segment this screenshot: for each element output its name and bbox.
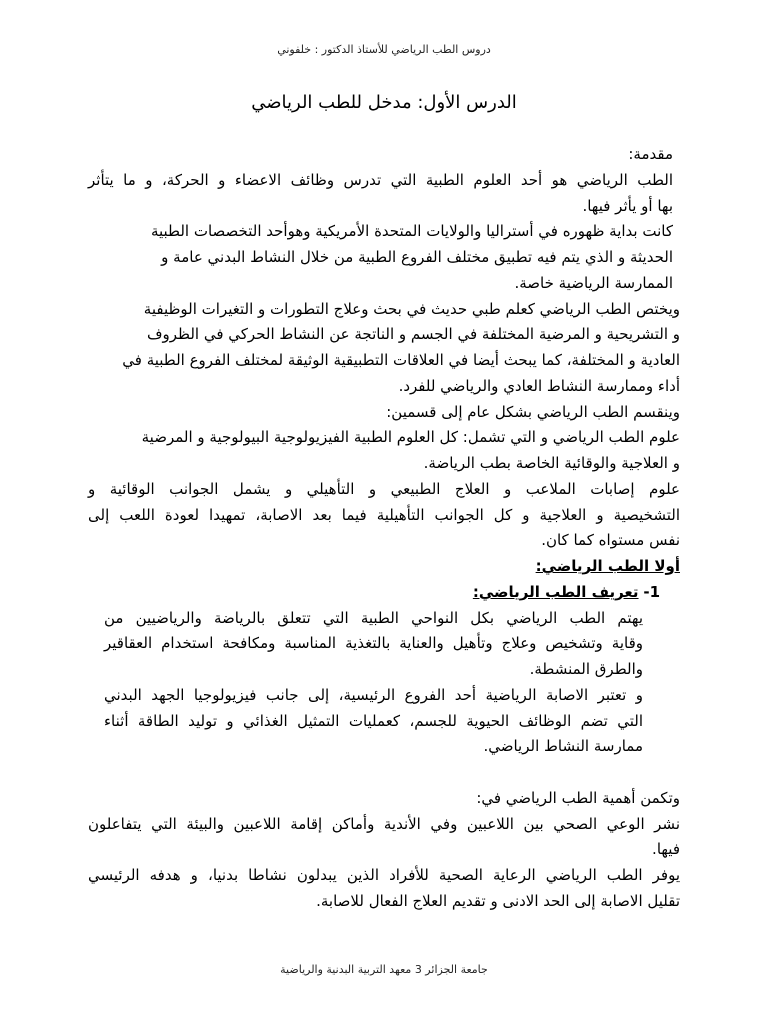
- running-header: دروس الطب الرياضي للأستاذ الدكتور : خلفوني: [277, 43, 491, 56]
- text-line: فيها.: [652, 840, 680, 859]
- text-line: و تعتبر الاصابة الرياضية أحد الفروع الرئيسية، إلى جانب فيزيولوجيا الجهد البدني: [104, 685, 643, 704]
- text-line: التي تضم الوظائف الحيوية للجسم، كعمليات التمثيل الغذائي و توليد الطاقة أثناء: [104, 711, 643, 730]
- text-line: كانت بداية ظهوره في أستراليا والولايات المتحدة الأمريكية وهوأحد التخصصات الطبية: [150, 222, 673, 241]
- text-line: وينقسم الطب الرياضي بشكل عام إلى قسمين:: [386, 402, 680, 421]
- text-line: بها أو يأثر فيها.: [582, 196, 673, 215]
- text-line: وقاية وتشخيص وعلاج وتأهيل والعناية بالتغذية المناسبة ومكافحة استخدام العقاقير: [104, 634, 643, 653]
- paragraph: [104, 683, 643, 760]
- paragraph: [104, 606, 643, 683]
- section-heading: [88, 554, 680, 580]
- paragraph: [88, 812, 680, 864]
- paragraph: [88, 168, 673, 220]
- text-line: علوم الطب الرياضي و التي تشمل: كل العلوم الطبية الفيزيولوجية البيولوجية و المرضية: [141, 428, 680, 447]
- paragraph: [88, 219, 673, 296]
- text-line: نشر الوعي الصحي بين اللاعبين وفي الأندية وأماكن إقامة اللاعبين والبيئة التي يتفاعلون: [88, 814, 680, 833]
- paragraph: [88, 400, 680, 426]
- text-line: والطرق المنشطة.: [529, 660, 643, 678]
- text-line: نفس مستواه كما كان.: [541, 531, 680, 550]
- subsection-number: 1-: [643, 582, 660, 601]
- paragraph: [88, 425, 680, 477]
- text-line: يوفر الطب الرياضي الرعاية الصحية للأفراد الذين يبدلون نشاطا بدنيا، و هدفه الرئيسي: [88, 866, 680, 884]
- blank-line: [88, 760, 680, 786]
- text-line: العادية و المختلفة، كما يبحث أيضا في العلاقات التطبيقية الوثيقة لمختلف الفروع الطبية في: [122, 351, 680, 369]
- text-line: و التشريحية و المرضية المختلفة في الجسم و الناتجة عن النشاط الحركي في الظروف: [146, 325, 680, 344]
- document-body: [88, 142, 680, 915]
- text-line: تقليل الاصابة إلى الحد الادنى و تقديم العلاج الفعال للاصابة.: [316, 891, 680, 910]
- paragraph: [88, 863, 680, 915]
- importance-heading: وتكمن أهمية الطب الرياضي في:: [476, 788, 680, 807]
- text-line: يهتم الطب الرياضي بكل النواحي الطبية التي تتعلق بالرياضة والرياضيين من: [104, 608, 643, 627]
- text-line: ممارسة النشاط الرياضي.: [483, 737, 643, 756]
- section-heading-text: أولا الطب الرياضي:: [535, 557, 680, 575]
- lesson-title: الدرس الأول: مدخل للطب الرياضي: [251, 92, 517, 113]
- text-line: التشخيصية و العلاجية و كل الجوانب التأهيلية فيما بعد الاصابة، تمهيدا لعودة اللعب إلى: [88, 505, 680, 524]
- subsection-title: تعريف الطب الرياضي:: [472, 582, 639, 601]
- text-line: الحديثة و الذي يتم فيه تطبيق مختلف الفروع الطبية من خلال النشاط البدني عامة و: [161, 248, 673, 266]
- paragraph: [88, 297, 680, 400]
- text-line: علوم إصابات الملاعب و العلاج الطبيعي و التأهيلي و يشمل الجوانب الوقائية و: [88, 479, 680, 498]
- text-line: الممارسة الرياضية خاصة.: [514, 273, 673, 292]
- text-line: أداء وممارسة النشاط العادي والرياضي للفرد.: [398, 376, 680, 395]
- running-footer: جامعة الجزائر 3 معهد التربية البدنية والرياضية: [280, 963, 488, 976]
- text-line: ويختص الطب الرياضي كعلم طبي حديث في بحث وعلاج التطورات و التغيرات الوظيفية: [143, 299, 680, 318]
- text-line: و العلاجية والوقائية الخاصة بطب الرياضة.: [423, 454, 680, 472]
- introduction-heading: مقدمة:: [628, 145, 673, 163]
- text-line: الطب الرياضي هو أحد العلوم الطبية التي تدرس وظائف الاعضاء و الحركة، و ما يتأثر: [88, 170, 673, 189]
- subsection-heading: [88, 580, 660, 606]
- paragraph: [88, 477, 680, 554]
